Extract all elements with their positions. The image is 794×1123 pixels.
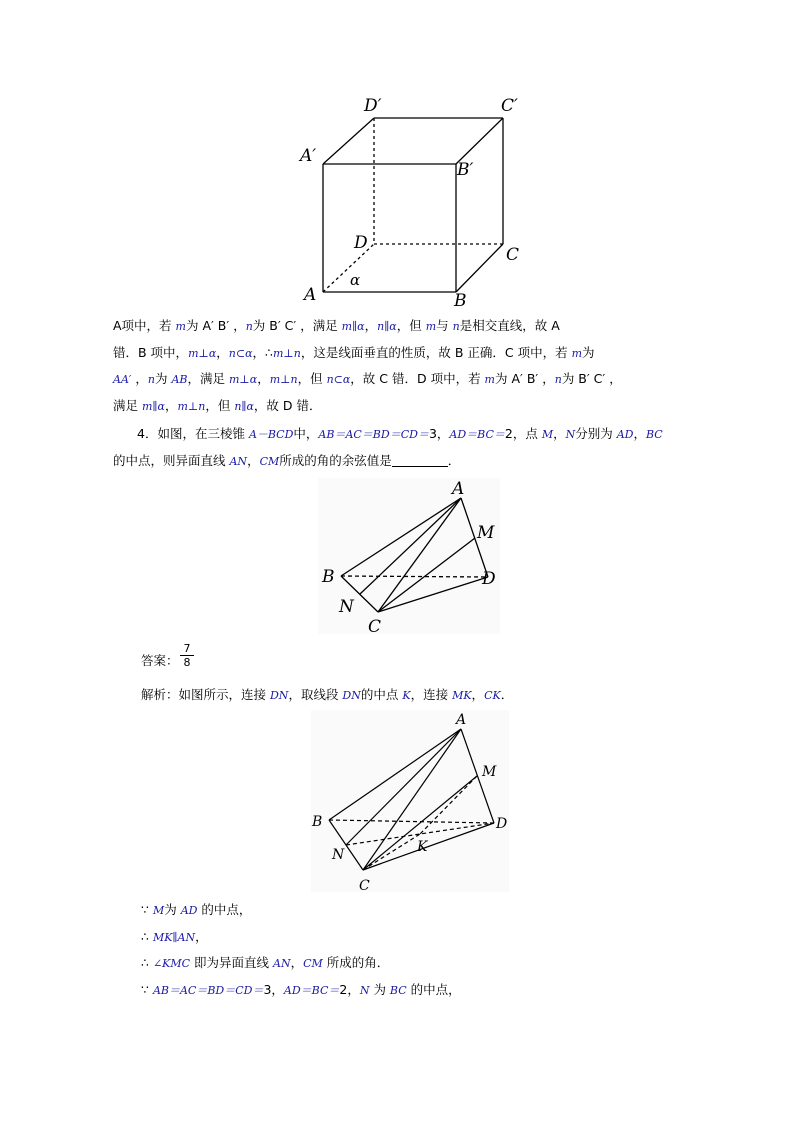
text: ， — [633, 426, 646, 441]
text: 所成的角． — [322, 955, 390, 970]
answer-label: 答案： — [141, 653, 179, 668]
text: ． — [500, 687, 514, 702]
var: m — [571, 346, 582, 360]
solution-line-4 — [113, 393, 685, 420]
text: 的中点，则异面直线 — [113, 452, 230, 468]
text: ，满足 — [187, 371, 229, 386]
label-a: A — [452, 479, 465, 499]
analysis-line-1 — [141, 682, 713, 709]
cube-figure — [290, 88, 530, 313]
text: 解析：如图所示，连接 — [141, 687, 270, 702]
text: ， — [364, 318, 378, 333]
var: m⊥α — [228, 373, 258, 386]
var: n∥α — [234, 399, 254, 413]
var: n — [452, 320, 460, 333]
label-k: K — [417, 839, 428, 855]
var: DN — [342, 689, 361, 702]
var: M — [541, 428, 554, 441]
var: AA′ — [113, 373, 132, 386]
text: 的中点， — [197, 902, 252, 917]
text: 所成的角的余弦值是 — [279, 452, 392, 468]
answer-denominator: 8 — [183, 656, 191, 669]
var: m∥α — [141, 399, 165, 413]
var: AD — [180, 904, 198, 917]
text: ， — [257, 371, 270, 386]
var: m — [425, 320, 437, 333]
text: 是相交直线，故 A — [459, 318, 560, 333]
var: A－BCD — [248, 428, 294, 441]
proof-steps — [141, 897, 713, 1003]
var: AB＝AC＝BD＝CD＝ — [152, 983, 264, 997]
var: AN — [229, 454, 248, 468]
step-2 — [141, 924, 713, 951]
var: N — [359, 983, 370, 997]
text: ， — [131, 371, 148, 386]
solution-line-1 — [113, 313, 685, 340]
text: 中， — [293, 426, 319, 441]
label-a: A — [456, 712, 467, 728]
label-a1: A′ — [300, 146, 317, 166]
text: 的中点 — [360, 687, 403, 702]
label-c: C — [506, 245, 520, 265]
solution-line-2 — [113, 340, 685, 367]
text: 为 — [164, 902, 181, 917]
var: MK∥AN — [152, 930, 196, 944]
var: m⊥α — [188, 346, 217, 360]
text: ， — [164, 397, 178, 413]
question-4 — [113, 421, 685, 474]
text: A项中，若 — [113, 318, 176, 333]
label-d1: D′ — [364, 96, 382, 116]
var: CM — [303, 957, 323, 970]
text: 的中点， — [406, 981, 461, 997]
var: AD＝BC＝ — [283, 983, 340, 997]
label-d: D — [496, 816, 508, 832]
solution-paragraph — [113, 313, 685, 419]
var: M — [152, 904, 165, 917]
var: n∥α — [377, 320, 397, 333]
answer-fraction — [180, 642, 194, 669]
text: 满足 — [113, 397, 142, 413]
analysis — [141, 682, 713, 709]
text: ，这是线面垂直的性质，故 B 正确．C 项中，若 — [300, 344, 572, 360]
var: m∥α — [341, 320, 365, 333]
label-n: N — [332, 847, 345, 863]
text: ，但 — [297, 371, 327, 386]
question-line-2 — [113, 448, 685, 475]
text: ， — [290, 955, 304, 970]
var: MK — [452, 689, 472, 702]
tetrahedron-k-figure — [311, 710, 509, 892]
text: ，连接 — [410, 687, 453, 702]
var: AD＝BC＝ — [449, 428, 505, 441]
text: ∵ — [141, 981, 153, 997]
text: ∴ — [141, 955, 153, 970]
text: ∵ — [141, 902, 153, 917]
text: 2， — [339, 981, 360, 997]
text: 3， — [263, 981, 284, 997]
label-c: C — [368, 617, 382, 634]
var: n⊂α — [228, 346, 253, 360]
text: 为 B′ C′ ，满足 — [252, 318, 342, 333]
step-1 — [141, 897, 713, 924]
text: ， — [216, 344, 229, 360]
var: m⊥n — [177, 399, 206, 413]
text: 分别为 — [575, 426, 617, 441]
text: 为 — [154, 371, 172, 386]
text: 为 — [582, 344, 595, 360]
var: CK — [484, 689, 501, 702]
label-c: C — [359, 878, 370, 892]
label-n: N — [339, 597, 354, 617]
answer-numerator: 7 — [183, 642, 191, 655]
text: 为 A′ B′ ， — [185, 318, 246, 333]
label-b: B — [454, 291, 467, 311]
var: m — [484, 373, 495, 386]
answer-blank[interactable] — [392, 452, 448, 467]
label-m: M — [477, 523, 495, 543]
text: ． — [447, 452, 461, 468]
var: n — [245, 320, 253, 333]
text: 即为异面直线 — [190, 955, 274, 970]
text: ，但 — [396, 318, 426, 333]
solution-line-3 — [113, 366, 685, 393]
var: m⊥n — [272, 346, 301, 360]
text: ，取线段 — [288, 687, 343, 702]
var: m — [175, 320, 186, 333]
text: ，故 D 错． — [253, 397, 322, 413]
text: ， — [553, 426, 566, 441]
text: ，故 C 错．D 项中，若 — [350, 371, 485, 386]
step-3 — [141, 950, 713, 977]
label-c1: C′ — [501, 96, 518, 116]
var: N — [565, 428, 576, 441]
var: BC — [645, 428, 663, 441]
var: AN — [273, 957, 291, 970]
var: CM — [259, 454, 280, 468]
label-b: B — [312, 814, 323, 830]
var: K — [402, 689, 411, 702]
text: 为 A′ B′ ， — [494, 371, 555, 386]
label-d: D — [354, 233, 368, 253]
tetrahedron-figure — [318, 478, 500, 634]
question-line-1 — [113, 421, 685, 448]
var: ∠KMC — [152, 957, 191, 970]
var: BC — [389, 983, 407, 997]
var: AD — [616, 428, 634, 441]
text: 2，点 — [504, 426, 542, 441]
var: n — [147, 373, 155, 386]
text: 与 — [436, 318, 453, 333]
text: 为 B′ C′ ， — [561, 371, 622, 386]
var: AB — [171, 373, 188, 386]
label-d: D — [482, 569, 496, 589]
label-b1: B′ — [457, 160, 474, 180]
text: ，但 — [205, 397, 235, 413]
var: m⊥n — [269, 373, 298, 386]
text: ，∴ — [252, 344, 273, 360]
text: 3， — [428, 426, 450, 441]
text: ∴ — [141, 928, 153, 944]
label-a: A — [304, 285, 317, 305]
var: DN — [269, 689, 289, 702]
text: ， — [247, 452, 260, 468]
label-alpha: α — [350, 271, 361, 289]
text: 错．B 项中， — [113, 344, 189, 360]
text: 为 — [369, 981, 390, 997]
label-m: M — [482, 764, 497, 780]
var: n — [554, 373, 562, 386]
label-b: B — [322, 567, 335, 587]
text: ， — [471, 687, 485, 702]
step-4 — [141, 977, 713, 1004]
text: ， — [195, 928, 208, 944]
var: n⊂α — [326, 373, 351, 386]
var: AB＝AC＝BD＝CD＝ — [318, 428, 429, 441]
text: 4．如图，在三棱锥 — [137, 426, 249, 441]
